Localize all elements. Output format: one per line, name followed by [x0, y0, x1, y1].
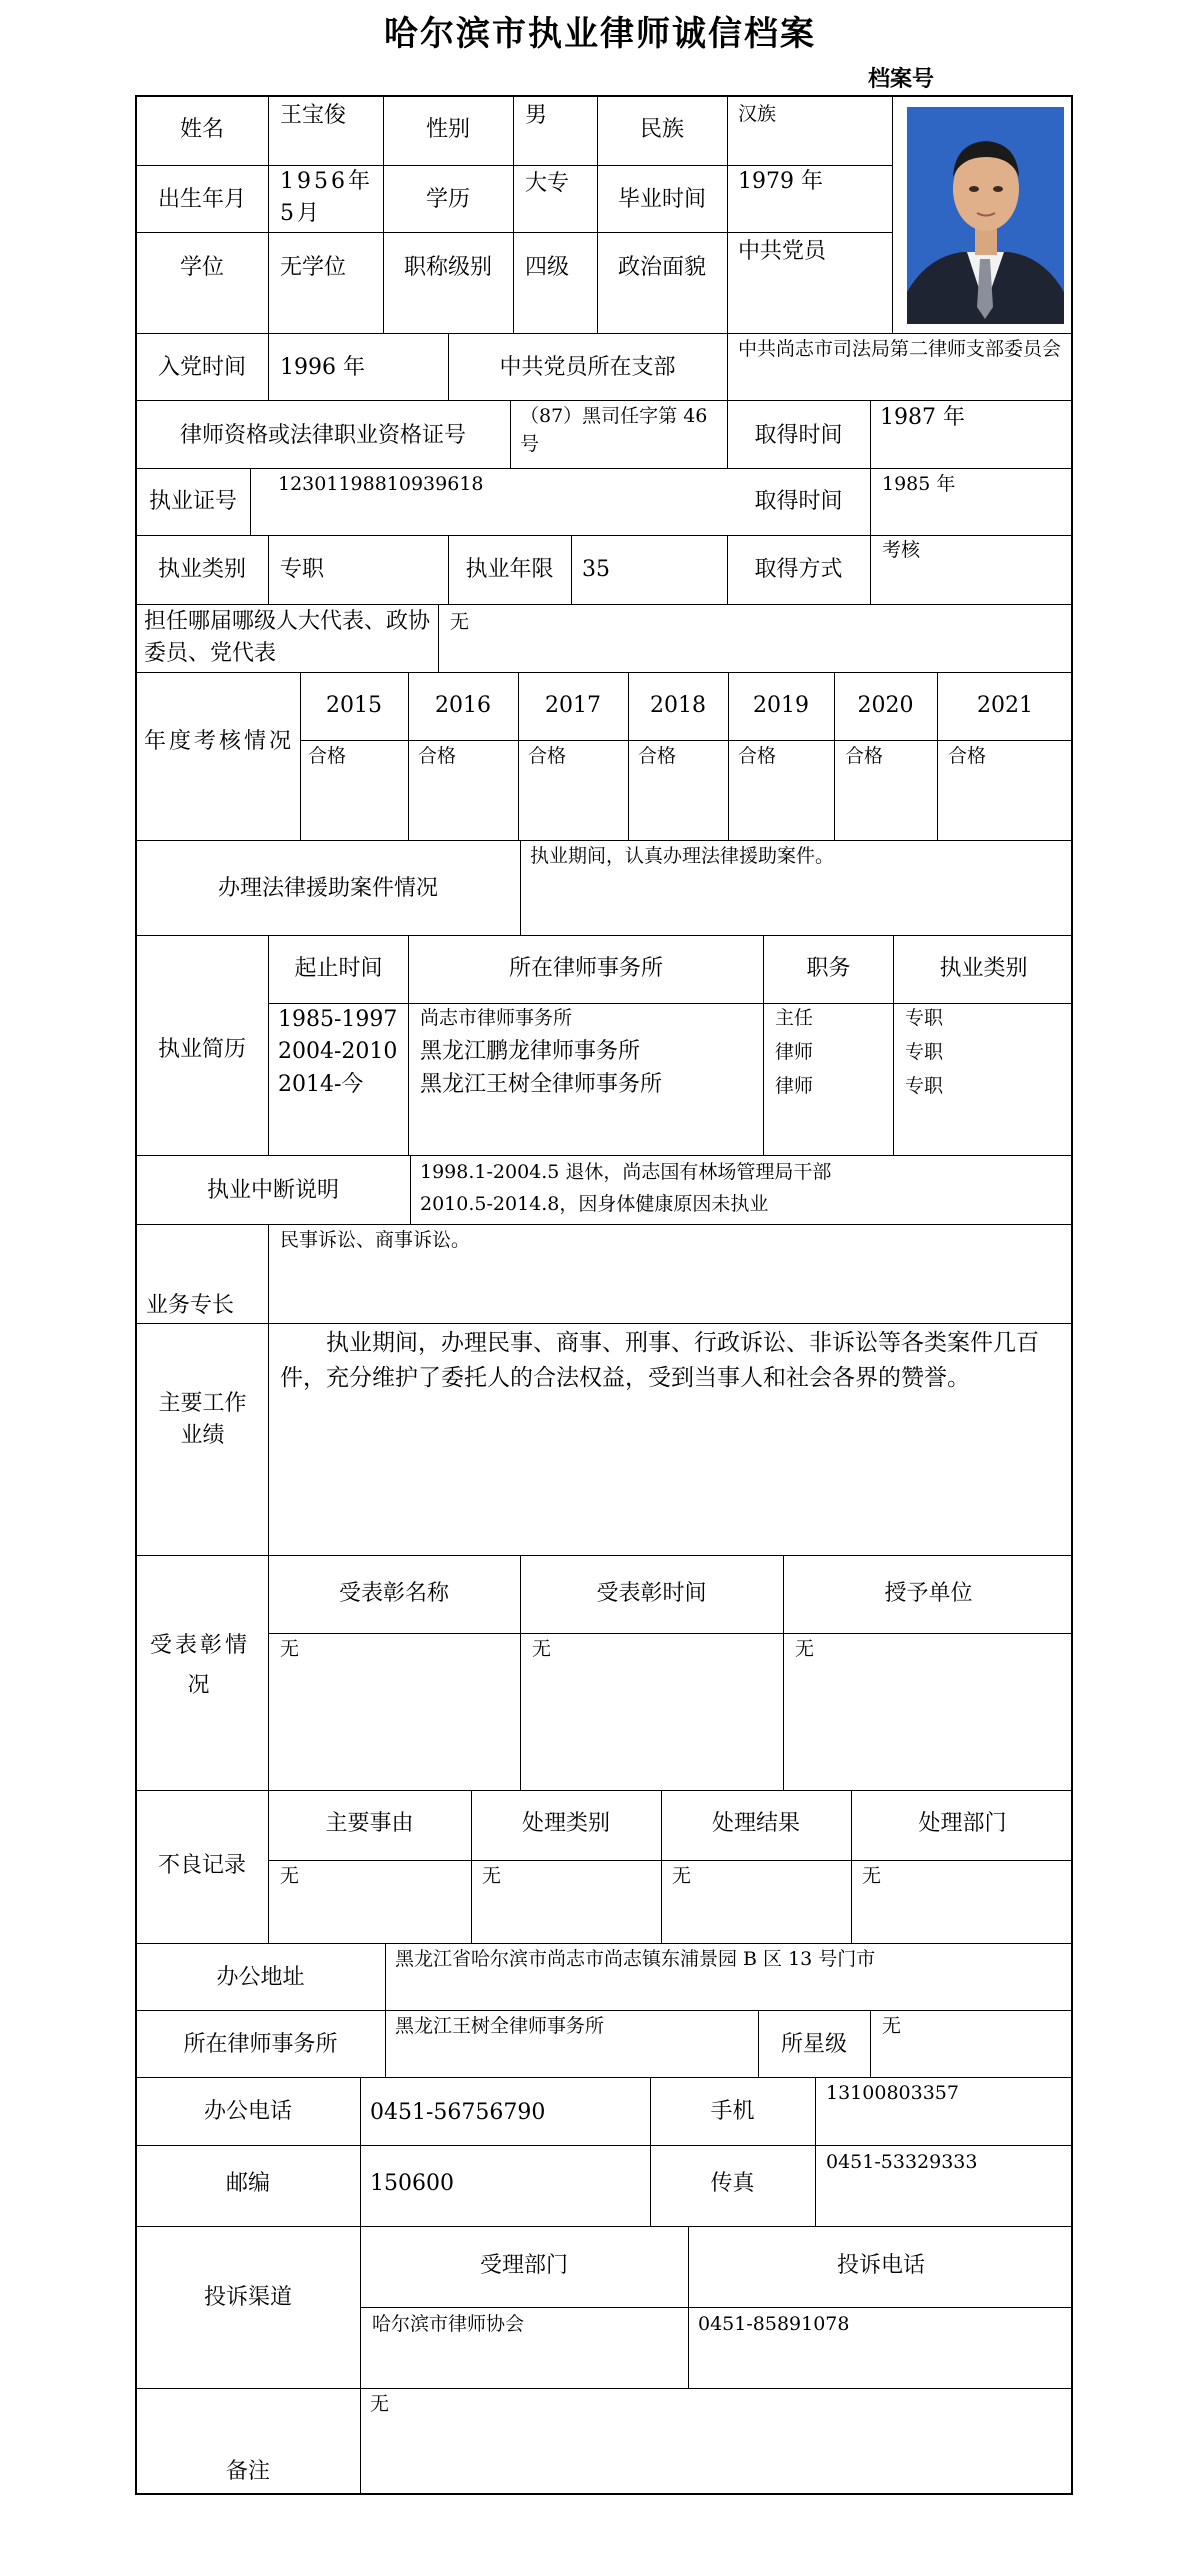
lawyer-photo	[907, 107, 1064, 324]
history-header-type: 执业类别	[939, 956, 1028, 981]
value-achievements: 执业期间，办理民事、商事、刑事、行政诉讼、非诉讼等各类案件几百件，充分维护了委托人的合法权益，受到当事人和社会各界的赞誉。	[280, 1330, 1039, 1391]
complaint-header-dept: 受理部门	[479, 2253, 568, 2278]
value-complaint-phone: 0451-85891078	[698, 2313, 850, 2335]
label-law-firm: 所在律师事务所	[183, 2032, 338, 2057]
interruption-line: 2010.5-2014.8，因身体健康原因未执业	[420, 1193, 769, 1215]
label-join-party: 入党时间	[157, 355, 246, 380]
value-title-level: 四级	[525, 255, 570, 280]
history-row-type: 专职	[905, 1041, 944, 1063]
label-title-level: 职称级别	[403, 255, 492, 280]
annual-year-2021: 2021	[977, 693, 1033, 718]
bad-record-value-category: 无	[482, 1865, 502, 1887]
bad-record-value-dept: 无	[862, 1865, 882, 1887]
history-row-position: 主任	[775, 1007, 814, 1029]
label-fax: 传真	[710, 2171, 755, 2196]
value-party-branch: 中共尚志市司法局第二律师支部委员会	[738, 338, 1062, 360]
value-qualification-time: 1987 年	[880, 405, 965, 430]
annual-year-2016: 2016	[435, 693, 491, 718]
label-political: 政治面貌	[617, 255, 706, 280]
history-header-position: 职务	[806, 956, 851, 981]
bad-record-header-dept: 处理部门	[918, 1811, 1007, 1836]
value-license-time: 1985 年	[882, 473, 956, 495]
bad-record-header-reason: 主要事由	[325, 1811, 414, 1836]
commendation-header-name: 受表彰名称	[338, 1581, 449, 1606]
history-row-firm: 黑龙江王树全律师事务所	[420, 1072, 663, 1097]
value-political: 中共党员	[738, 239, 827, 264]
value-office-address: 黑龙江省哈尔滨市尚志市尚志镇东浦景园 B 区 13 号门市	[395, 1948, 876, 1970]
annual-result-2021: 合格	[948, 745, 987, 767]
label-bad-record: 不良记录	[157, 1853, 246, 1878]
label-obtain-time: 取得时间	[754, 423, 843, 448]
archive-number-label: 档案号	[868, 66, 935, 92]
value-specialty: 民事诉讼、商事诉讼。	[280, 1229, 471, 1251]
history-row-period: 2014-今	[278, 1072, 364, 1097]
annual-result-2017: 合格	[528, 745, 567, 767]
history-row-period: 1985-1997	[278, 1007, 398, 1032]
label-representative: 担任哪届哪级人大代表、政协委员、党代表	[144, 609, 431, 666]
portrait-icon	[907, 107, 1064, 324]
annual-result-2016: 合格	[418, 745, 457, 767]
label-qualification: 律师资格或法律职业资格证号	[179, 423, 466, 448]
annual-result-2018: 合格	[638, 745, 677, 767]
annual-year-2019: 2019	[753, 693, 809, 718]
label-specialty: 业务专长	[146, 1293, 235, 1318]
label-remarks: 备注	[225, 2459, 270, 2484]
history-row-position: 律师	[775, 1041, 814, 1063]
label-complaint: 投诉渠道	[203, 2285, 292, 2310]
label-office-address: 办公地址	[216, 1965, 305, 1990]
history-row-firm: 黑龙江鹏龙律师事务所	[420, 1039, 641, 1064]
value-complaint-dept: 哈尔滨市律师协会	[372, 2313, 525, 2335]
history-row-period: 2004-2010	[278, 1039, 398, 1064]
interruption-line: 1998.1-2004.5 退休，尚志国有林场管理局干部	[420, 1161, 832, 1183]
value-office-phone: 0451-56756790	[370, 2100, 546, 2125]
history-row-type: 专职	[905, 1075, 944, 1097]
value-qualification: （87）黑司任字第 46 号	[520, 405, 708, 455]
annual-year-2017: 2017	[545, 693, 601, 718]
value-degree: 无学位	[280, 255, 347, 280]
commendation-value-name: 无	[280, 1638, 300, 1660]
annual-year-2018: 2018	[650, 693, 706, 718]
value-star-level: 无	[882, 2015, 902, 2037]
value-representative: 无	[450, 611, 470, 633]
history-header-period: 起止时间	[294, 956, 383, 981]
commendation-header-time: 受表彰时间	[596, 1581, 707, 1606]
commendation-value-unit: 无	[795, 1638, 815, 1660]
bad-record-value-reason: 无	[280, 1865, 300, 1887]
value-obtain-method: 考核	[882, 539, 921, 561]
label-mobile: 手机	[710, 2099, 755, 2124]
label-practice-years: 执业年限	[465, 557, 554, 582]
label-ethnicity: 民族	[639, 117, 684, 142]
label-birth: 出生年月	[157, 187, 246, 212]
value-practice-type: 专职	[280, 557, 325, 582]
bad-record-value-result: 无	[672, 1865, 692, 1887]
bad-record-header-category: 处理类别	[521, 1811, 610, 1836]
page-title: 哈尔滨市执业律师诚信档案	[384, 14, 816, 54]
label-obtain-method: 取得方式	[754, 557, 843, 582]
complaint-header-phone: 投诉电话	[836, 2253, 925, 2278]
label-obtain-time-2: 取得时间	[754, 489, 843, 514]
value-education: 大专	[525, 171, 570, 196]
history-row-position: 律师	[775, 1075, 814, 1097]
label-degree: 学位	[179, 255, 224, 280]
label-annual-review: 年度考核情况	[144, 729, 295, 754]
annual-year-2015: 2015	[326, 693, 382, 718]
label-education: 学历	[425, 187, 470, 212]
label-graduation: 毕业时间	[617, 187, 706, 212]
bad-record-header-result: 处理结果	[711, 1811, 800, 1836]
annual-result-2015: 合格	[308, 745, 347, 767]
value-join-party: 1996 年	[280, 355, 365, 380]
value-mobile: 13100803357	[826, 2082, 959, 2104]
label-gender: 性别	[425, 117, 470, 142]
label-achievements: 主要工作业绩	[158, 1391, 247, 1448]
value-ethnicity: 汉族	[738, 103, 777, 125]
history-row-type: 专职	[905, 1007, 944, 1029]
commendation-header-unit: 授予单位	[884, 1581, 973, 1606]
label-practice-history: 执业简历	[157, 1037, 246, 1062]
label-license-no: 执业证号	[148, 489, 237, 514]
value-license-no: 12301198810939618	[278, 473, 484, 495]
label-commendation: 受表彰情况	[150, 1633, 251, 1698]
value-legal-aid: 执业期间，认真办理法律援助案件。	[530, 845, 835, 867]
label-legal-aid: 办理法律援助案件情况	[217, 876, 438, 901]
value-birth: 1956年5月	[280, 169, 373, 226]
label-party-branch: 中共党员所在支部	[499, 355, 676, 380]
value-practice-years: 35	[582, 557, 610, 582]
label-name: 姓名	[179, 117, 224, 142]
label-star-level: 所星级	[780, 2032, 847, 2057]
value-gender: 男	[525, 103, 548, 128]
value-name: 王宝俊	[280, 103, 347, 128]
label-office-phone: 办公电话	[203, 2099, 292, 2124]
commendation-value-time: 无	[532, 1638, 552, 1660]
annual-result-2019: 合格	[738, 745, 777, 767]
label-practice-type: 执业类别	[157, 557, 246, 582]
value-fax: 0451-53329333	[826, 2151, 978, 2173]
value-remarks: 无	[370, 2393, 390, 2415]
value-postcode: 150600	[370, 2171, 454, 2196]
history-header-firm: 所在律师事务所	[508, 956, 663, 981]
history-row-firm: 尚志市律师事务所	[420, 1007, 573, 1029]
value-graduation: 1979 年	[738, 169, 823, 194]
label-postcode: 邮编	[225, 2171, 270, 2196]
label-interruption: 执业中断说明	[206, 1178, 339, 1203]
value-law-firm: 黑龙江王树全律师事务所	[395, 2015, 605, 2037]
annual-result-2020: 合格	[845, 745, 884, 767]
annual-year-2020: 2020	[857, 693, 914, 718]
